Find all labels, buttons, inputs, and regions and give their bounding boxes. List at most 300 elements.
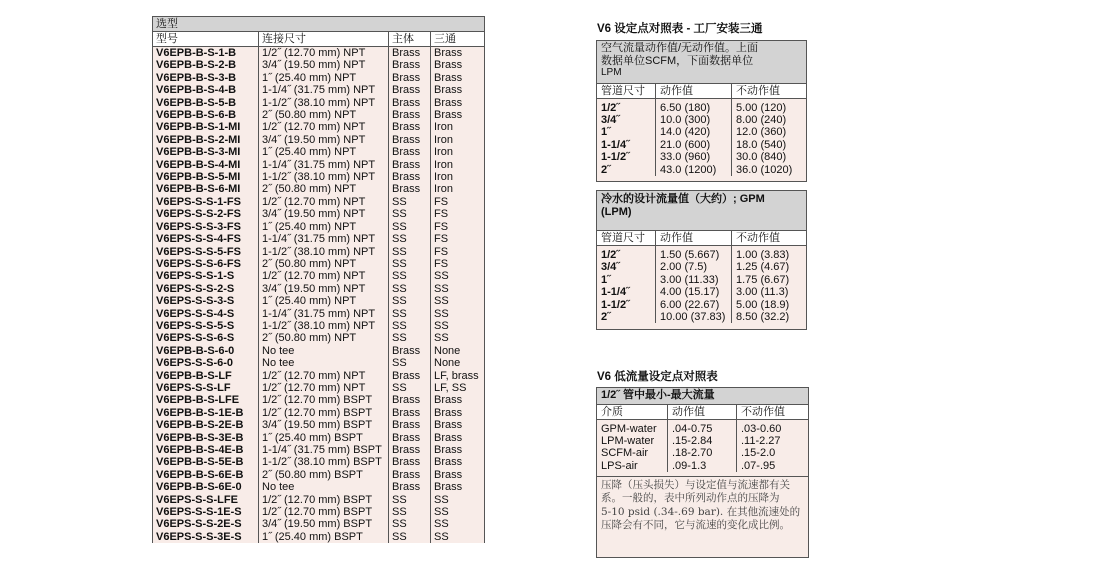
table-cell: 1-1/4˝: [601, 286, 630, 299]
table-cell: V6EPB-B-S-6-MI: [156, 183, 241, 196]
table-row: [153, 159, 485, 171]
table-cell: V6EPS-S-S-6-0: [156, 357, 234, 370]
table-cell: No tee: [259, 357, 389, 369]
table-row: [153, 121, 485, 133]
table-header-row: [597, 405, 808, 420]
table-cell: V6EPB-B-S-4-MI: [156, 158, 241, 171]
table-row: [597, 126, 806, 138]
table-cell: 4.00 (15.17): [656, 286, 732, 298]
table-row: [597, 299, 806, 311]
air-flow-grid: [597, 84, 806, 176]
table-cell: Brass: [389, 456, 431, 468]
table-cell: Brass: [389, 444, 431, 456]
table-cell: Brass: [389, 47, 431, 60]
table-row: [597, 98, 806, 114]
table-cell: SS: [389, 295, 431, 307]
air-flow-caption-line: 数据单位SCFM，下面数据单位: [601, 54, 754, 67]
table-cell: V6EPB-B-S-2E-B: [156, 419, 244, 432]
table-row: [597, 419, 808, 435]
table-row: [153, 72, 485, 84]
table-row: [597, 460, 808, 472]
table-cell: No tee: [259, 481, 389, 493]
table-cell: 1-1/4˝ (31.75 mm) NPT: [259, 308, 389, 320]
table-cell: V6EPS-S-S-5-FS: [156, 245, 241, 258]
table-caption-row: [153, 17, 485, 32]
table-cell: Brass: [389, 146, 431, 158]
low-flow-caption: 1/2˝ 管中最小-最大流量: [597, 388, 808, 405]
table-cell: 1˝: [601, 126, 611, 139]
table-cell: Brass: [389, 171, 431, 183]
table-cell: 3.00 (11.33): [656, 274, 732, 286]
table-cell: 1˝: [601, 273, 611, 286]
table-cell: 1/2˝: [601, 101, 620, 114]
table-cell: SS: [389, 308, 431, 320]
table-cell: 1.00 (3.83): [732, 246, 807, 262]
table-cell: SS: [431, 295, 485, 307]
table-cell: SCFM-air: [601, 447, 649, 460]
table-row: [597, 114, 806, 126]
table-cell: SS: [431, 494, 485, 506]
table-cell: Brass: [431, 419, 485, 431]
table-cell: SS: [431, 270, 485, 282]
table-row: [597, 435, 808, 447]
table-row: [153, 320, 485, 332]
table-cell: SS: [389, 208, 431, 220]
table-cell: Iron: [431, 146, 485, 158]
table-cell: V6EPB-B-S-5-MI: [156, 171, 241, 184]
table-cell: 1.50 (5.667): [656, 246, 732, 262]
table-cell: 3/4˝ (19.50 mm) NPT: [259, 283, 389, 295]
table-row: [153, 432, 485, 444]
table-row: [153, 494, 485, 506]
table-cell: SS: [389, 320, 431, 332]
table-row: [153, 419, 485, 431]
table-cell: V6EPB-B-S-3-B: [156, 71, 237, 84]
pressure-drop-note: [597, 476, 808, 534]
table-cell: 1/2˝ (12.70 mm) NPT: [259, 196, 389, 208]
table-cell: Brass: [389, 72, 431, 84]
table-cell: 1/2˝ (12.70 mm) BSPT: [259, 494, 389, 506]
water-flow-caption: [597, 191, 806, 231]
table-row: [153, 444, 485, 456]
column-header-actuation: 动作值: [656, 84, 732, 99]
table-cell: V6EPB-B-S-1-B: [156, 47, 237, 59]
table-cell: 1.75 (6.67): [732, 274, 807, 286]
table-header-row: [597, 231, 806, 246]
table-cell: 12.0 (360): [732, 126, 807, 138]
table-row: [153, 109, 485, 121]
table-cell: V6EPS-S-S-LF: [156, 381, 231, 394]
table-cell: V6EPB-B-S-6E-B: [156, 468, 244, 481]
table-row: [597, 286, 806, 298]
table-cell: .15-2.0: [737, 447, 809, 459]
table-cell: 1-1/2˝ (38.10 mm) NPT: [259, 97, 389, 109]
column-header-connection-size: 连接尺寸: [259, 32, 389, 47]
table-row: [597, 164, 806, 176]
table-cell: 18.0 (540): [732, 139, 807, 151]
table-cell: 2˝ (50.80 mm) NPT: [259, 332, 389, 344]
table-cell: 33.0 (960): [656, 151, 732, 163]
table-cell: Brass: [389, 469, 431, 481]
table-cell: 5.00 (18.9): [732, 299, 807, 311]
air-flow-table: [596, 40, 807, 182]
column-header-medium: 介质: [597, 405, 668, 420]
column-header-deactuation: 不动作值: [732, 231, 807, 246]
table-cell: 1˝ (25.40 mm) NPT: [259, 295, 389, 307]
table-row: [153, 506, 485, 518]
table-row: [597, 311, 806, 323]
table-row: [153, 84, 485, 96]
table-cell: 3.00 (11.3): [732, 286, 807, 298]
table-cell: Brass: [389, 370, 431, 382]
table-cell: 1-1/4˝ (31.75 mm) NPT: [259, 233, 389, 245]
table-row: [153, 233, 485, 245]
table-cell: FS: [431, 221, 485, 233]
table-cell: 1-1/4˝ (31.75 mm) NPT: [259, 84, 389, 96]
table-cell: LPM-water: [601, 434, 655, 447]
table-cell: Brass: [389, 481, 431, 493]
table-header-row: [597, 84, 806, 99]
table-cell: 3/4˝ (19.50 mm) NPT: [259, 59, 389, 71]
table-cell: FS: [431, 233, 485, 245]
table-row: [153, 258, 485, 270]
table-cell: SS: [389, 357, 431, 369]
table-row: [597, 139, 806, 151]
table-cell: SS: [389, 196, 431, 208]
table-row: [153, 518, 485, 530]
table-cell: 21.0 (600): [656, 139, 732, 151]
water-flow-grid: [597, 231, 806, 323]
table-cell: SS: [389, 518, 431, 530]
table-cell: SS: [431, 332, 485, 344]
table-cell: Brass: [431, 481, 485, 493]
table-cell: SS: [431, 506, 485, 518]
note-line: 5-10 psid (.34-.69 bar). 在其他流速处的: [601, 505, 801, 518]
table-cell: V6EPB-B-S-LF: [156, 369, 232, 382]
table-cell: V6EPS-S-S-6-FS: [156, 257, 241, 270]
table-cell: 1/2˝ (12.70 mm) BSPT: [259, 394, 389, 406]
table-row: [153, 394, 485, 406]
table-cell: SS: [431, 283, 485, 295]
low-flow-grid: [597, 405, 808, 473]
table-cell: SS: [431, 320, 485, 332]
table-cell: 10.0 (300): [656, 114, 732, 126]
table-cell: 1-1/2˝ (38.10 mm) NPT: [259, 246, 389, 258]
table-cell: FS: [431, 258, 485, 270]
table-cell: V6EPS-S-S-3E-S: [156, 530, 242, 543]
table-cell: Brass: [431, 59, 485, 71]
table-cell: FS: [431, 208, 485, 220]
table-cell: SS: [389, 221, 431, 233]
table-cell: Brass: [389, 59, 431, 71]
table-cell: 2˝: [601, 163, 611, 176]
table-cell: 6.00 (22.67): [656, 299, 732, 311]
table-row: [153, 171, 485, 183]
table-row: [153, 221, 485, 233]
table-header-row: [153, 32, 485, 47]
table-cell: Iron: [431, 121, 485, 133]
table-cell: Brass: [431, 407, 485, 419]
table-cell: V6EPS-S-S-1-S: [156, 270, 235, 283]
table-row: [153, 345, 485, 357]
table-cell: Brass: [431, 97, 485, 109]
table-cell: 1˝ (25.40 mm) NPT: [259, 221, 389, 233]
table-cell: GPM-water: [601, 422, 657, 435]
table-cell: V6EPS-S-S-1-FS: [156, 195, 241, 208]
table-cell: V6EPS-S-S-4-S: [156, 307, 235, 320]
table-cell: V6EPB-B-S-3E-B: [156, 431, 244, 444]
selection-grid: [152, 16, 485, 543]
table-cell: Brass: [389, 419, 431, 431]
table-cell: 1-1/2˝ (38.10 mm) NPT: [259, 320, 389, 332]
table-row: [153, 208, 485, 220]
table-caption: 选型: [153, 17, 485, 32]
table-cell: V6EPB-B-S-2-B: [156, 59, 237, 72]
column-header-deactuation: 不动作值: [737, 405, 809, 420]
table-row: [597, 447, 808, 459]
table-cell: 1˝ (25.40 mm) BSPT: [259, 432, 389, 444]
table-cell: 1/2˝ (12.70 mm) NPT: [259, 121, 389, 133]
low-flow-table: [596, 387, 809, 558]
table-cell: 2˝ (50.80 mm) NPT: [259, 183, 389, 195]
table-cell: 3/4˝: [601, 261, 620, 274]
table-cell: V6EPS-S-S-2E-S: [156, 518, 242, 531]
table-cell: 1-1/4˝: [601, 138, 630, 151]
table-cell: Brass: [431, 469, 485, 481]
table-cell: Brass: [389, 432, 431, 444]
table-row: [153, 270, 485, 282]
table-cell: Brass: [389, 394, 431, 406]
note-line: 压降（压头损失）与设定值与流速都有关: [601, 479, 790, 492]
water-flow-caption-line: 冷水的设计流量值（大约）; GPM: [601, 193, 765, 205]
table-cell: Brass: [431, 394, 485, 406]
table-row: [153, 357, 485, 369]
table-row: [597, 274, 806, 286]
table-cell: Brass: [389, 84, 431, 96]
table-cell: 1˝ (25.40 mm) NPT: [259, 146, 389, 158]
table-cell: 1/2˝ (12.70 mm) BSPT: [259, 506, 389, 518]
table-cell: 36.0 (1020): [732, 164, 807, 176]
table-cell: SS: [389, 382, 431, 394]
table-row: [153, 481, 485, 493]
table-cell: 1/2˝ (12.70 mm) NPT: [259, 370, 389, 382]
table-cell: 1-1/2˝: [601, 151, 630, 164]
column-header-actuation: 动作值: [656, 231, 732, 246]
table-cell: SS: [389, 258, 431, 270]
table-cell: Iron: [431, 171, 485, 183]
column-header-model: 型号: [153, 32, 259, 47]
table-cell: 1-1/4˝ (31.75 mm) NPT: [259, 159, 389, 171]
table-cell: 1/2˝ (12.70 mm) NPT: [259, 270, 389, 282]
table-cell: 8.00 (240): [732, 114, 807, 126]
table-cell: Brass: [389, 109, 431, 121]
table-row: [153, 407, 485, 419]
table-cell: V6EPS-S-S-4-FS: [156, 233, 241, 246]
table-cell: Brass: [431, 84, 485, 96]
table-cell: V6EPB-B-S-1E-B: [156, 406, 244, 419]
table-cell: SS: [431, 308, 485, 320]
table-row: [153, 59, 485, 71]
table-cell: SS: [389, 270, 431, 282]
table-cell: 3/4˝ (19.50 mm) NPT: [259, 134, 389, 146]
table-cell: Iron: [431, 159, 485, 171]
table-cell: .11-2.27: [737, 435, 809, 447]
table-row: [153, 146, 485, 158]
table-cell: 3/4˝ (19.50 mm) BSPT: [259, 518, 389, 530]
table-cell: V6EPB-B-S-3-MI: [156, 146, 241, 159]
water-flow-caption-line: (LPM): [601, 205, 632, 218]
table-cell: V6EPB-B-S-6-B: [156, 109, 237, 122]
table-cell: 3/4˝: [601, 113, 620, 126]
table-cell: .15-2.84: [668, 435, 737, 447]
air-flow-caption-line: 空气流量动作值/无动作值。上面: [601, 42, 759, 54]
table-cell: Iron: [431, 183, 485, 195]
setpoint-title: V6 设定点对照表 - 工厂安装三通: [597, 23, 763, 35]
table-cell: Brass: [431, 72, 485, 84]
table-cell: SS: [431, 531, 485, 543]
table-cell: Brass: [389, 407, 431, 419]
note-line: 压降会有不同，它与流速的变化成比例。: [601, 518, 790, 531]
table-cell: None: [431, 357, 485, 369]
table-cell: LPS-air: [601, 459, 638, 472]
table-cell: No tee: [259, 345, 389, 357]
table-cell: SS: [389, 332, 431, 344]
table-cell: FS: [431, 246, 485, 258]
table-cell: 6.50 (180): [656, 98, 732, 114]
table-cell: Brass: [389, 345, 431, 357]
table-cell: SS: [389, 531, 431, 543]
table-row: [153, 283, 485, 295]
column-header-deactuation: 不动作值: [732, 84, 807, 99]
table-cell: Brass: [389, 97, 431, 109]
table-cell: 5.00 (120): [732, 98, 807, 114]
table-cell: 2˝ (50.80 mm) NPT: [259, 258, 389, 270]
table-cell: Brass: [431, 456, 485, 468]
table-cell: 10.00 (37.83): [656, 311, 732, 323]
water-flow-table: [596, 190, 807, 330]
table-row: [153, 97, 485, 109]
table-cell: 2.00 (7.5): [656, 261, 732, 273]
table-cell: 1-1/2˝ (38.10 mm) NPT: [259, 171, 389, 183]
table-cell: Brass: [389, 121, 431, 133]
table-row: [597, 151, 806, 163]
table-cell: Brass: [389, 159, 431, 171]
table-cell: V6EPS-S-S-3-FS: [156, 220, 241, 233]
table-row: [153, 370, 485, 382]
table-cell: V6EPB-B-S-2-MI: [156, 133, 241, 146]
column-header-body: 主体: [389, 32, 431, 47]
table-row: [153, 382, 485, 394]
column-header-tee: 三通: [431, 32, 485, 47]
table-cell: Brass: [431, 444, 485, 456]
table-cell: SS: [431, 518, 485, 530]
table-row: [597, 261, 806, 273]
table-cell: 2˝ (50.80 mm) NPT: [259, 109, 389, 121]
table-row: [153, 295, 485, 307]
table-cell: SS: [389, 494, 431, 506]
table-row: [153, 196, 485, 208]
table-cell: LF, SS: [431, 382, 485, 394]
table-cell: 1˝ (25.40 mm) BSPT: [259, 531, 389, 543]
table-row: [153, 183, 485, 195]
table-row: [153, 308, 485, 320]
table-row: [153, 456, 485, 468]
air-flow-caption-unit: LPM: [601, 67, 622, 78]
table-cell: SS: [389, 506, 431, 518]
table-cell: Brass: [389, 134, 431, 146]
column-header-actuation: 动作值: [668, 405, 737, 420]
table-cell: V6EPS-S-S-2-S: [156, 282, 235, 295]
table-cell: 14.0 (420): [656, 126, 732, 138]
table-cell: V6EPS-S-S-2-FS: [156, 208, 241, 221]
note-line: 系。一般的，表中所列动作点的压降为: [601, 492, 780, 505]
table-cell: SS: [389, 283, 431, 295]
table-cell: 1/2˝ (12.70 mm) NPT: [259, 382, 389, 394]
table-cell: Brass: [389, 183, 431, 195]
table-cell: .09-1.3: [668, 460, 737, 472]
table-row: [153, 134, 485, 146]
table-cell: 1-1/2˝: [601, 298, 630, 311]
table-cell: Brass: [431, 109, 485, 121]
table-cell: Iron: [431, 134, 485, 146]
table-cell: .07-.95: [737, 460, 809, 472]
table-cell: V6EPB-B-S-4E-B: [156, 444, 244, 456]
table-cell: SS: [389, 246, 431, 258]
table-cell: V6EPB-B-S-LFE: [156, 394, 240, 407]
table-cell: V6EPS-S-S-1E-S: [156, 506, 242, 519]
table-cell: V6EPB-B-S-1-MI: [156, 121, 241, 134]
table-cell: 1-1/2˝ (38.10 mm) BSPT: [259, 456, 389, 468]
table-row: [153, 531, 485, 543]
table-row: [153, 469, 485, 481]
table-cell: V6EPB-B-S-6-0: [156, 344, 235, 357]
table-cell: None: [431, 345, 485, 357]
air-flow-caption: [597, 41, 806, 84]
table-row: [597, 246, 806, 262]
table-cell: 1/2˝: [601, 249, 620, 261]
table-cell: 43.0 (1200): [656, 164, 732, 176]
table-row: [153, 332, 485, 344]
table-cell: V6EPB-B-S-4-B: [156, 84, 237, 97]
table-cell: V6EPS-S-S-LFE: [156, 493, 238, 506]
table-cell: 30.0 (840): [732, 151, 807, 163]
table-cell: FS: [431, 196, 485, 208]
table-cell: 2˝: [601, 311, 611, 324]
table-cell: Brass: [431, 432, 485, 444]
table-cell: Brass: [431, 47, 485, 60]
column-header-pipe-size: 管道尺寸: [597, 231, 656, 246]
table-cell: 3/4˝ (19.50 mm) NPT: [259, 208, 389, 220]
table-cell: 3/4˝ (19.50 mm) BSPT: [259, 419, 389, 431]
table-cell: .03-0.60: [737, 419, 809, 435]
table-cell: SS: [389, 233, 431, 245]
table-cell: .18-2.70: [668, 447, 737, 459]
table-cell: V6EPB-B-S-6E-0: [156, 481, 242, 494]
table-cell: V6EPS-S-S-5-S: [156, 319, 235, 332]
table-cell: 1˝ (25.40 mm) NPT: [259, 72, 389, 84]
table-row: [153, 47, 485, 60]
table-cell: 1.25 (4.67): [732, 261, 807, 273]
table-cell: 2˝ (50.80 mm) BSPT: [259, 469, 389, 481]
table-cell: V6EPB-B-S-5-B: [156, 96, 237, 109]
table-cell: V6EPB-B-S-5E-B: [156, 456, 244, 469]
table-cell: .04-0.75: [668, 419, 737, 435]
table-cell: V6EPS-S-S-6-S: [156, 332, 235, 345]
table-cell: 1/2˝ (12.70 mm) NPT: [259, 47, 389, 60]
table-cell: 1-1/4˝ (31.75 mm) BSPT: [259, 444, 389, 456]
table-cell: 1/2˝ (12.70 mm) BSPT: [259, 407, 389, 419]
table-cell: 8.50 (32.2): [732, 311, 807, 323]
